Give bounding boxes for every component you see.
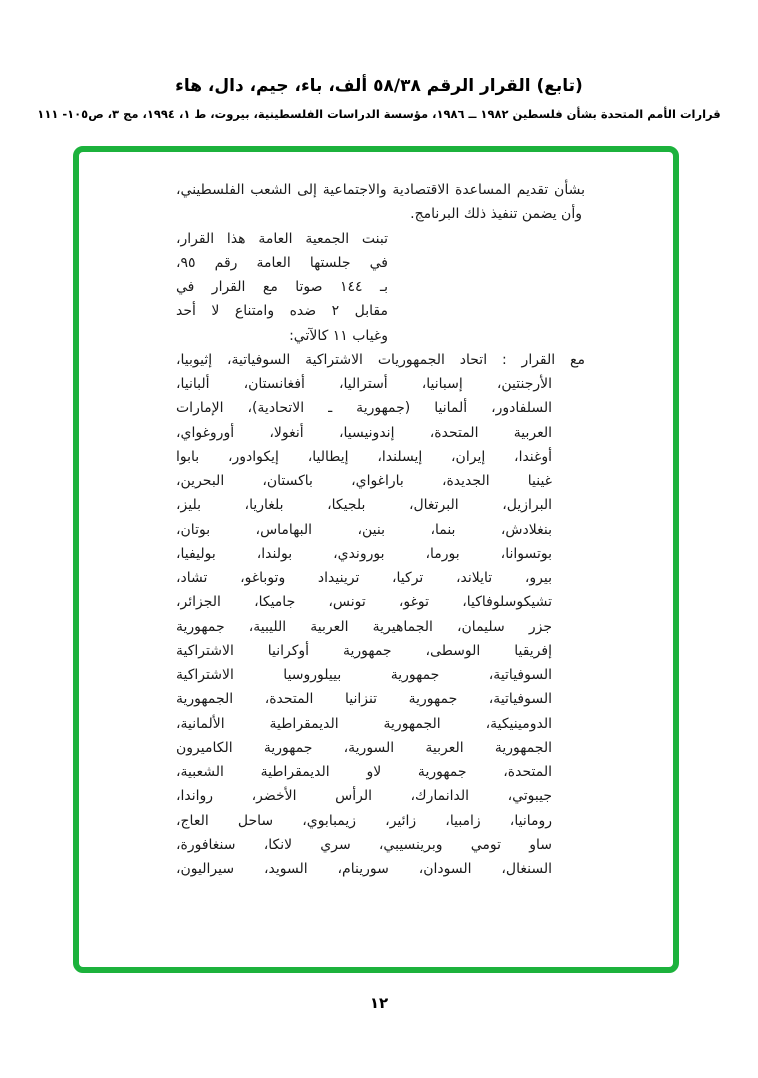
resolution-continued-title: (تابع) القرار الرقم ٥٨/٣٨ ألف، باء، جيم، دال، هاء (175, 76, 583, 96)
page-number: ١٢ (369, 994, 389, 1012)
vote-list-line: أوغندا، إيران، إيسلندا، إيطاليا، إيكوادور، بابوا (176, 448, 552, 465)
vote-list-line: رومانيا، زامبيا، زائير، زيمبابوي، ساحل العاج، (176, 812, 552, 829)
adoption-line: مقابل ٢ ضده وامتناع لا أحد (176, 303, 389, 320)
text-line: بشأن تقديم المساعدة الاقتصادية والاجتماعية إلى الشعب الفلسطيني، (176, 182, 585, 198)
source-citation-line: قرارات الأمم المتحدة بشأن فلسطين ١٩٨٢ ــ ١٩٨٦، مؤسسة الدراسات الفلسطينية، بيروت، ط ١، ١٩٩٤، مج ٣، ص١٠٥- ١١١ (37, 107, 721, 121)
adoption-line: بـ ١٤٤ صوتا مع القرار في (176, 279, 388, 295)
vote-list-line: السنغال، السودان، سورينام، السويد، سيراليون، (176, 861, 552, 877)
text-line: وأن يضمن تنفيذ ذلك البرنامج. (410, 206, 582, 223)
adoption-line: في جلستها العامة رقم ٩٥، (176, 254, 388, 271)
vote-list-line: المتحدة، جمهورية لاو الديمقراطية الشعبية، (176, 764, 552, 780)
vote-list-line: بوتسوانا، بورما، بوروندي، بولندا، بوليفيا، (176, 545, 552, 562)
adoption-line: تبنت الجمعية العامة هذا القرار، (176, 230, 388, 247)
vote-list-line: تشيكوسلوفاكيا، توغو، تونس، جاميكا، الجزائر، (176, 594, 552, 611)
vote-list-line: السوفياتية، جمهورية تنزانيا المتحدة، الجمهورية (176, 691, 552, 708)
vote-list-line: السوفياتية، جمهورية بييلوروسيا الاشتراكية (176, 667, 552, 683)
vote-list-line: ساو تومي وبرينسيبي، سري لانكا، سنغافورة، (176, 836, 552, 853)
vote-list-line: البرازيل، البرتغال، بلجيكا، بلغاريا، بليز، (176, 497, 552, 514)
adoption-line: وغياب ١١ كالآتي: (289, 327, 388, 344)
vote-list-line: مع القرار : اتحاد الجمهوريات الاشتراكية السوفياتية، إثيوبيا، (176, 351, 585, 368)
vote-list-line: غينيا الجديدة، باراغواي، باكستان، البحرين، (176, 473, 552, 489)
vote-list-line: جيبوتي، الدانمارك، الرأس الأخضر، رواندا، (176, 788, 552, 805)
vote-list-line: بيرو، تايلاند، تركيا، ترينيداد وتوباغو، تشاد، (176, 570, 552, 586)
vote-list-line: إفريقيا الوسطى، جمهورية أوكرانيا الاشتراكية (176, 642, 552, 659)
resolution-text-column (176, 178, 585, 881)
vote-list-line: الجمهورية العربية السورية، جمهورية الكاميرون (176, 739, 552, 756)
vote-list-line: الدومينيكية، الجمهورية الديمقراطية الألمانية، (176, 715, 552, 732)
vote-list-line: السلفادور، ألمانيا (جمهورية ـ الاتحادية)، الإمارات (176, 400, 552, 417)
vote-list-line: جزر سليمان، الجماهيرية العربية الليبية، جمهورية (176, 618, 552, 635)
vote-list-line: الأرجنتين، إسبانيا، أستراليا، أفغانستان، ألبانيا، (176, 376, 552, 392)
vote-list-line: العربية المتحدة، إندونيسيا، أنغولا، أوروغواي، (176, 424, 552, 441)
vote-list-line: بنغلادش، بنما، بنين، البهاماس، بوتان، (176, 521, 552, 538)
